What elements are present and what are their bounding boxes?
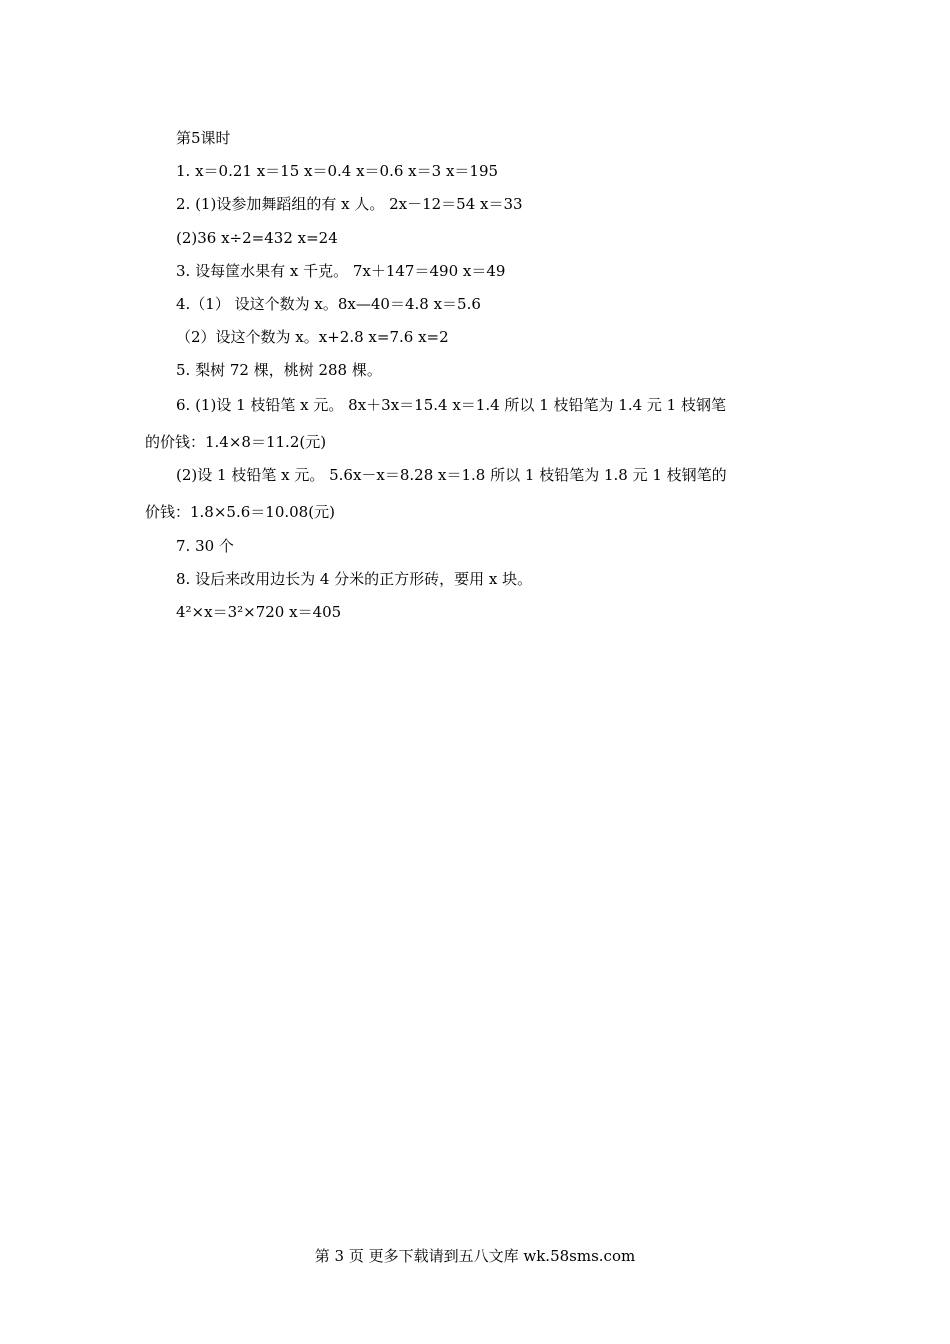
answer-line-8-2: 4²×x＝3²×720 x＝405 [176,603,342,621]
answer-line-6-2a: (2)设 1 枝铅笔 x 元。 5.6x－x＝8.28 x＝1.8 所以 1 枝铅笔为 1.8 元 1 枝钢笔的 [176,466,727,484]
answer-line-6-1b: 的价钱：1.4×8＝11.2(元) [145,433,327,451]
answer-line-6-1a: 6. (1)设 1 枝铅笔 x 元。 8x＋3x＝15.4 x＝1.4 所以 1 枝铅笔为 1.4 元 1 枝钢笔 [176,396,726,414]
answer-line-5: 5. 梨树 72 棵，桃树 288 棵。 [176,361,382,379]
answer-line-4-1: 4.（1） 设这个数为 x。8x—40＝4.8 x＝5.6 [176,295,481,313]
answer-line-2-2: (2)36 x÷2=432 x=24 [176,229,338,247]
answer-line-3: 3. 设每筐水果有 x 千克。 7x＋147＝490 x＝49 [176,262,506,280]
answer-line-1: 1. x＝0.21 x＝15 x＝0.4 x＝0.6 x＝3 x＝195 [176,162,499,180]
answer-line-7: 7. 30 个 [176,537,234,555]
answer-line-8-1: 8. 设后来改用边长为 4 分米的正方形砖，要用 x 块。 [176,570,533,588]
answer-line-4-2: （2）设这个数为 x。x+2.8 x=7.6 x=2 [176,328,449,346]
section-title: 第5课时 [176,129,231,147]
answer-line-2-1: 2. (1)设参加舞蹈组的有 x 人。 2x－12＝54 x＝33 [176,195,523,213]
answer-line-6-2b: 价钱：1.8×5.6＝10.08(元) [145,503,335,521]
page-footer: 第 3 页 更多下载请到五八文库 wk.58sms.com [314,1247,636,1265]
